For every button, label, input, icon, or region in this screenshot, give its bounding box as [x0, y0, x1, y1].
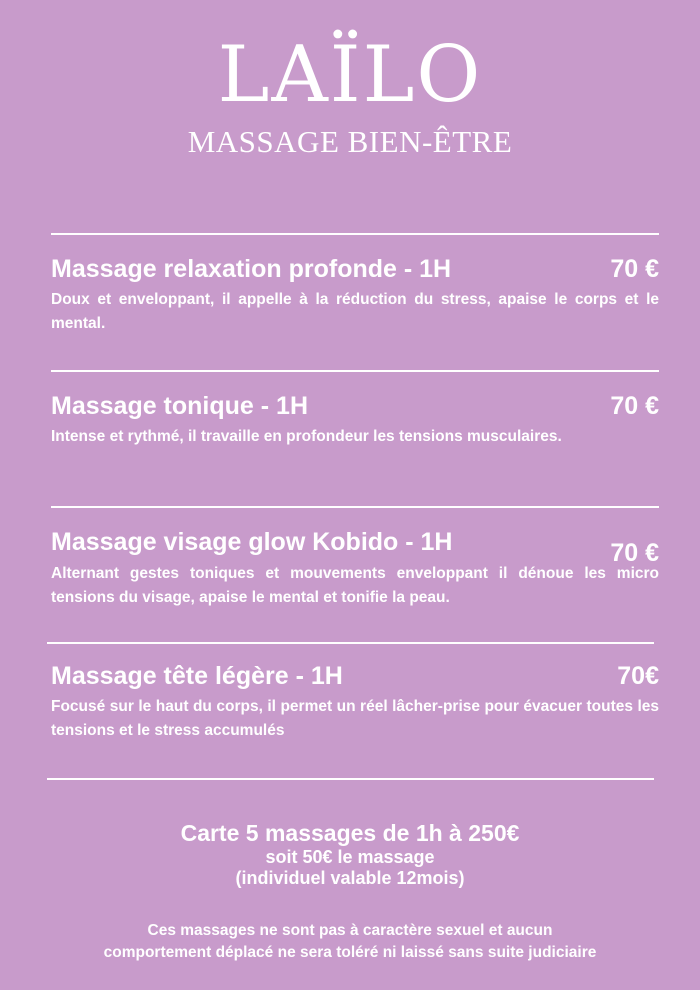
- service-title: Massage visage glow Kobido - 1H: [51, 528, 453, 556]
- service-price: 70 €: [610, 392, 659, 420]
- service-price: 70 €: [610, 255, 659, 283]
- service-item: [51, 392, 659, 482]
- package-offer: [0, 820, 700, 889]
- divider: [51, 370, 659, 372]
- service-title: Massage relaxation profonde - 1H: [51, 255, 452, 283]
- service-item: [51, 255, 659, 345]
- service-item: [51, 662, 659, 752]
- offer-title: Carte 5 massages de 1h à 250€: [180, 820, 520, 846]
- offer-price-per-massage: soit 50€ le massage: [265, 847, 435, 867]
- header: [0, 30, 700, 160]
- service-description: Intense et rythmé, il travaille en profondeur les tensions musculaires.: [51, 428, 562, 445]
- offer-validity: (individuel valable 12mois): [235, 868, 465, 888]
- divider: [51, 506, 659, 508]
- disclaimer-line: comportement déplacé ne sera toléré ni laissé sans suite judiciaire: [103, 944, 597, 961]
- divider: [47, 778, 654, 780]
- divider: [47, 642, 654, 644]
- divider: [51, 233, 659, 235]
- brand-logo: LAÏLO: [217, 30, 483, 120]
- service-description: Alternant gestes toniques et mouvements enveloppant il dénoue les micro tensions du visage, apaise le mental et tonifie la peau.: [51, 565, 659, 606]
- disclaimer: [0, 920, 700, 964]
- service-description: Focusé sur le haut du corps, il permet un réel lâcher-prise pour évacuer toutes les tensions et le stress accumulés: [51, 698, 659, 739]
- service-item: [51, 528, 659, 618]
- service-price: 70€: [617, 662, 659, 690]
- service-title: Massage tête légère - 1H: [51, 662, 343, 690]
- service-price: 70 €: [610, 539, 659, 567]
- tagline: MASSAGE BIEN-ÊTRE: [187, 124, 513, 159]
- service-title: Massage tonique - 1H: [51, 392, 308, 420]
- service-description: Doux et enveloppant, il appelle à la réduction du stress, apaise le corps et le mental.: [51, 291, 659, 332]
- disclaimer-line: Ces massages ne sont pas à caractère sexuel et aucun: [147, 922, 553, 939]
